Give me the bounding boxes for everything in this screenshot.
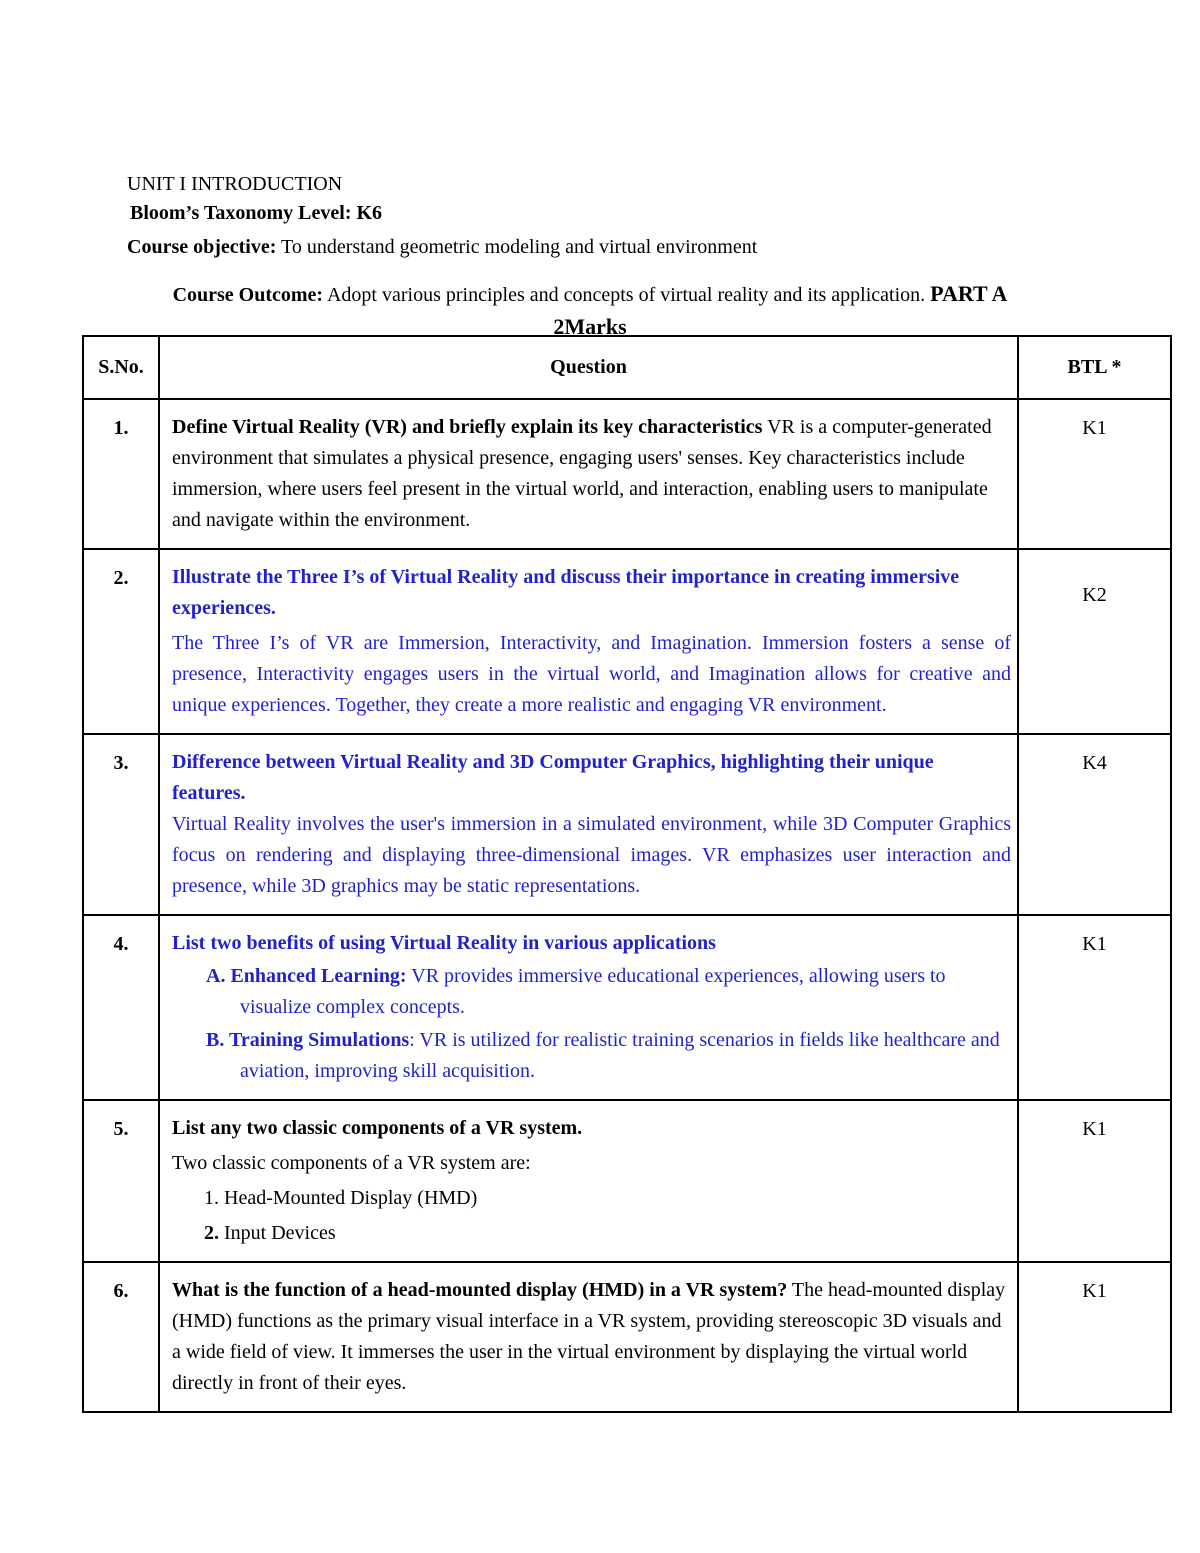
row-sno: 2. [83, 549, 159, 734]
answer-text: The head-mounted display (HMD) functions as the primary visual interface in a VR system, providing stereoscopic 3D visuals and a wide field of view. It immerses the user in the virtual environment by displaying the virtual world directly in front of their eyes. [172, 1279, 1006, 1394]
objective-label: Course objective: [127, 236, 277, 258]
answer-text: Virtual Reality involves the user's immersion in a simulated environment, while 3D Computer Graphics focus on rendering and displaying three-dimensional images. VR emphasizes user interaction and presence, while 3D graphics may be static representations. [172, 813, 1011, 897]
unit-title: UNIT I INTRODUCTION [127, 173, 343, 195]
objective-text: To understand geometric modeling and virtual environment [276, 236, 758, 258]
question-table [82, 335, 1172, 1413]
part-label: PART A 2Marks [553, 281, 1008, 339]
document-header [127, 170, 1127, 262]
outcome-text: Adopt various principles and concepts of virtual reality and its application. [323, 284, 931, 306]
row-btl: K1 [1018, 399, 1171, 549]
item-text: Input Devices [219, 1222, 336, 1244]
row-sno: 4. [83, 915, 159, 1100]
column-header-question: Question [159, 336, 1018, 399]
item-text: Head-Mounted Display (HMD) [219, 1187, 478, 1209]
table-row [83, 915, 1171, 1100]
row-btl: K4 [1018, 734, 1171, 915]
row-question-cell [159, 734, 1018, 915]
item-text: : VR is utilized for realistic training scenarios in fields like healthcare and aviation, improving skill acquisition. [240, 1029, 1000, 1082]
row-sno: 6. [83, 1262, 159, 1412]
question-text: List two benefits of using Virtual Reality in various applications [172, 932, 716, 954]
list-item [204, 1218, 1011, 1249]
list-item [206, 1025, 1011, 1087]
table-row [83, 734, 1171, 915]
table-row [83, 1262, 1171, 1412]
outcome-label: Course Outcome: [172, 284, 324, 306]
row-btl: K1 [1018, 915, 1171, 1100]
question-text: List any two classic components of a VR system. [172, 1117, 583, 1139]
column-header-sno: S.No. [83, 336, 159, 399]
row-question-cell [159, 1100, 1018, 1262]
row-question-cell [159, 1262, 1018, 1412]
item-marker: B. [206, 1029, 229, 1051]
question-text: What is the function of a head-mounted display (HMD) in a VR system? [172, 1279, 788, 1301]
item-marker: 1. [204, 1187, 219, 1209]
question-text: Define Virtual Reality (VR) and briefly explain its key characteristics [172, 416, 763, 438]
item-label: Enhanced Learning: [230, 965, 407, 987]
column-header-btl: BTL * [1018, 336, 1171, 399]
taxonomy-level: Bloom’s Taxonomy Level: K6 [130, 202, 383, 224]
table-row [83, 399, 1171, 549]
row-sno: 3. [83, 734, 159, 915]
table-header-row [83, 336, 1171, 399]
course-objective [127, 232, 1127, 262]
answer-text: Two classic components of a VR system are: [172, 1152, 531, 1174]
row-sno: 1. [83, 399, 159, 549]
answer-text: VR is a computer-generated environment that simulates a physical presence, engaging users' senses. Key characteristics include immersion, where users feel present in the virtual world, and interaction, enabling users to manipulate and navigate within the environment. [172, 416, 992, 531]
row-question-cell [159, 549, 1018, 734]
row-sno: 5. [83, 1100, 159, 1262]
list-item [204, 1183, 1011, 1214]
row-question-cell [159, 915, 1018, 1100]
answer-text: The Three I’s of VR are Immersion, Interactivity, and Imagination. Immersion fosters a sense of presence, Interactivity engages users in the virtual world, and Imagination allows for creative and unique experiences. Together, they create a more realistic and engaging VR environment. [172, 632, 1011, 716]
row-btl: K1 [1018, 1262, 1171, 1412]
item-label: Training Simulations [228, 1029, 410, 1051]
row-btl: K2 [1018, 549, 1171, 734]
item-marker: A. [206, 965, 231, 987]
question-text: Illustrate the Three I’s of Virtual Reality and discuss their importance in creating immersive experiences. [172, 566, 960, 619]
table-row [83, 1100, 1171, 1262]
question-text: Difference between Virtual Reality and 3D Computer Graphics, highlighting their unique features. [172, 751, 934, 804]
item-marker: 2. [204, 1222, 219, 1244]
list-item [206, 961, 1011, 1023]
row-question-cell [159, 399, 1018, 549]
item-text: VR provides immersive educational experiences, allowing users to visualize complex concepts. [240, 965, 946, 1018]
table-row [83, 549, 1171, 734]
row-btl: K1 [1018, 1100, 1171, 1262]
